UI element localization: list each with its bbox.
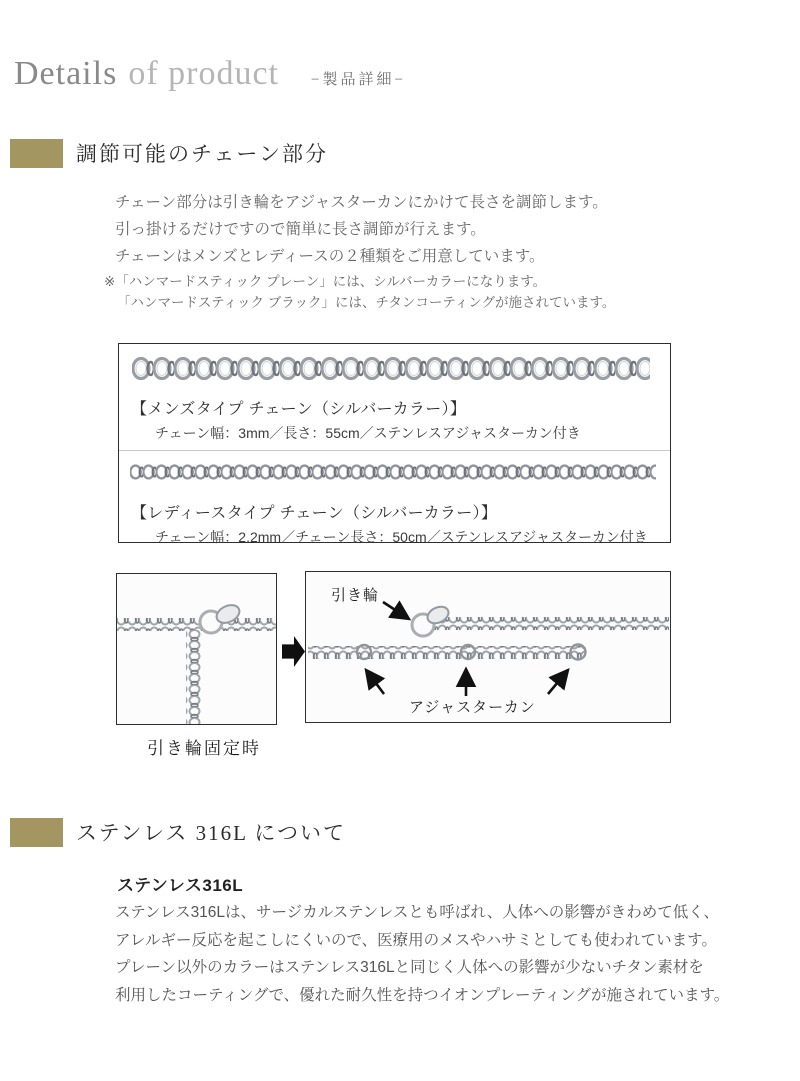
header-title-primary: Details — [14, 55, 118, 92]
steel-section-heading-row — [10, 817, 346, 847]
adjuster-pointer-arrow-right — [548, 670, 568, 694]
steel-subheading: ステンレス316L — [117, 876, 244, 895]
header-subtitle-jp: −製品詳細− — [311, 72, 406, 88]
chain-spec-box — [118, 343, 671, 543]
chain-section-title: 調節可能のチェーン部分 — [76, 142, 328, 166]
clasp-label: 引き輪 — [331, 587, 380, 604]
ladies-chain-image — [130, 463, 656, 481]
gold-square-bullet — [10, 818, 63, 847]
clasp-fixed-caption: 引き輪固定時 — [147, 739, 261, 758]
steel-section-title: ステンレス 316L について — [76, 821, 347, 845]
adjuster-diagram-photo — [305, 571, 671, 723]
ladies-chain-spec: チェーン幅：2.2mm／チェーン長さ：50cm／ステンレスアジャスターカン付き — [155, 529, 648, 545]
adjuster-label: アジャスターカン — [409, 699, 536, 716]
clasp-fixed-illustration — [117, 574, 276, 724]
note-line: ※「ハンマードスティック プレーン」には、シルバーカラーになります。 — [104, 274, 547, 289]
clasp-fixed-photo — [116, 573, 277, 725]
adjuster-pointer-arrow-left — [366, 670, 384, 694]
intro-line: チェーン部分は引き輪をアジャスターカンにかけて長さを調節します。 — [115, 194, 608, 211]
mens-chain-image — [132, 354, 650, 383]
chain-intro-paragraph — [115, 189, 608, 270]
intro-line: チェーンはメンズとレディースの２種類をご用意しています。 — [115, 248, 545, 265]
mens-chain-spec: チェーン幅：3mm／長さ：55cm／ステンレスアジャスターカン付き — [155, 425, 581, 441]
note-line: 「ハンマードスティック ブラック」には、チタンコーティングが施されています。 — [117, 295, 616, 310]
mens-chain-title: 【メンズタイプ チェーン（シルバーカラー）】 — [131, 401, 467, 418]
clasp-pointer-arrow — [383, 602, 409, 619]
ladies-chain-title: 【レディースタイプ チェーン（シルバーカラー）】 — [131, 505, 498, 522]
spec-box-divider — [119, 450, 670, 451]
steel-line: 利用したコーティングで、優れた耐久性を持つイオンプレーティングが施されています。 — [115, 986, 730, 1004]
steel-paragraph — [115, 899, 729, 1009]
steel-line: プレーン以外のカラーはステンレス316Lと同じく人体への影響が少ないチタン素材を — [115, 959, 704, 976]
chain-section-heading-row — [10, 138, 328, 168]
header-title-secondary: of product — [128, 55, 279, 92]
steel-line: ステンレス316Lは、サージカルステンレスとも呼ばれ、人体への影響がきわめて低く、 — [115, 904, 719, 921]
intro-line: 引っ掛けるだけですので簡単に長さ調節が行えます。 — [115, 221, 486, 238]
right-arrow-icon — [282, 636, 305, 667]
page-header — [14, 55, 406, 93]
gold-square-bullet — [10, 139, 63, 168]
steel-line: アレルギー反応を起こしにくいので、医療用のメスやハサミとしても使われています。 — [115, 931, 717, 949]
color-note — [104, 271, 615, 313]
